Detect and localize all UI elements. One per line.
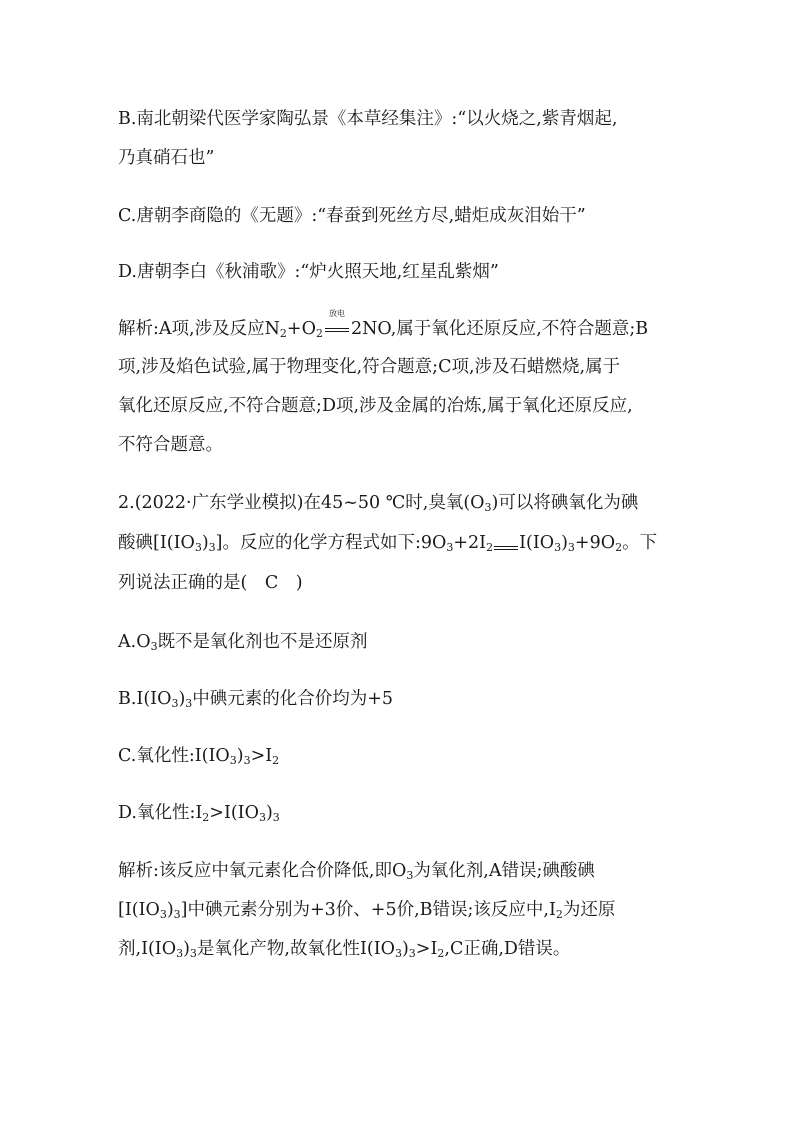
equals-sign — [494, 546, 518, 547]
analysis-1-line-3: 氧化还原反应,不符合题意;D项,涉及金属的冶炼,属于氧化还原反应, — [118, 396, 633, 416]
option-b-line-1: B.南北朝梁代医学家陶弘景《本草经集注》:“以火烧之,紫青烟起, — [118, 109, 618, 129]
analysis-2-line-3: 剂$,I(IO_3)_3$是氧化产物,故氧化性$I(IO_3)_3>I_2,C$正确,D错误。 — [118, 939, 571, 960]
analysis-2-line-1: 解析:该反应中氧元素化合价降低,即$O_3$为氧化剂,A错误;碘酸碘 — [118, 861, 595, 882]
question-2-line-3: 列说法正确的是( C ) — [118, 573, 303, 593]
question-2-line-2: 酸碘$[I(IO_3)_3]$。反应的化学方程式如下$:9O_3+2I_2$ $I(IO_3)_3+9O_2$。下 — [118, 533, 658, 554]
reaction-condition-arrow: 放电 — [323, 318, 351, 340]
analysis-1-line-2: 项,涉及焰色试验,属于物理变化,符合题意;C项,涉及石蜡燃烧,属于 — [118, 357, 621, 377]
option-c: C.唐朝李商隐的《无题》:“春蚕到死丝方尽,蜡炬成灰泪始干” — [118, 206, 586, 226]
option-b-line-2: 乃真硝石也” — [118, 148, 215, 168]
analysis-1-line-4: 不符合题意。 — [118, 435, 223, 455]
analysis-2-line-2: $[I(IO_3)_3]$中碘元素分别为+3价、+5价,B错误;该反应中$,I_2$为还原 — [118, 900, 616, 921]
q2-option-d: D.氧化性$:I_2>I(IO_3)_3$ — [118, 803, 280, 824]
option-d: D.唐朝李白《秋浦歌》:“炉火照天地,红星乱紫烟” — [118, 262, 499, 282]
analysis-1-line-1: 解析:A项,涉及反应$N_2+O_2$ 放电 2NO,属于氧化还原反应,不符合题意;B — [118, 309, 649, 340]
q2-option-c: C.氧化性$:I(IO_3)_3>I_2$ — [118, 746, 280, 767]
question-2-line-1: 2.(2022·广东学业模拟)在45~50 ℃时,臭氧$(O_3)$可以将碘氧化为碘 — [118, 493, 639, 514]
q2-option-a: $A.O_3$既不是氧化剂也不是还原剂 — [118, 632, 368, 653]
q2-option-b: $B.I(IO_3)_3$中碘元素的化合价均为+5 — [118, 689, 394, 710]
